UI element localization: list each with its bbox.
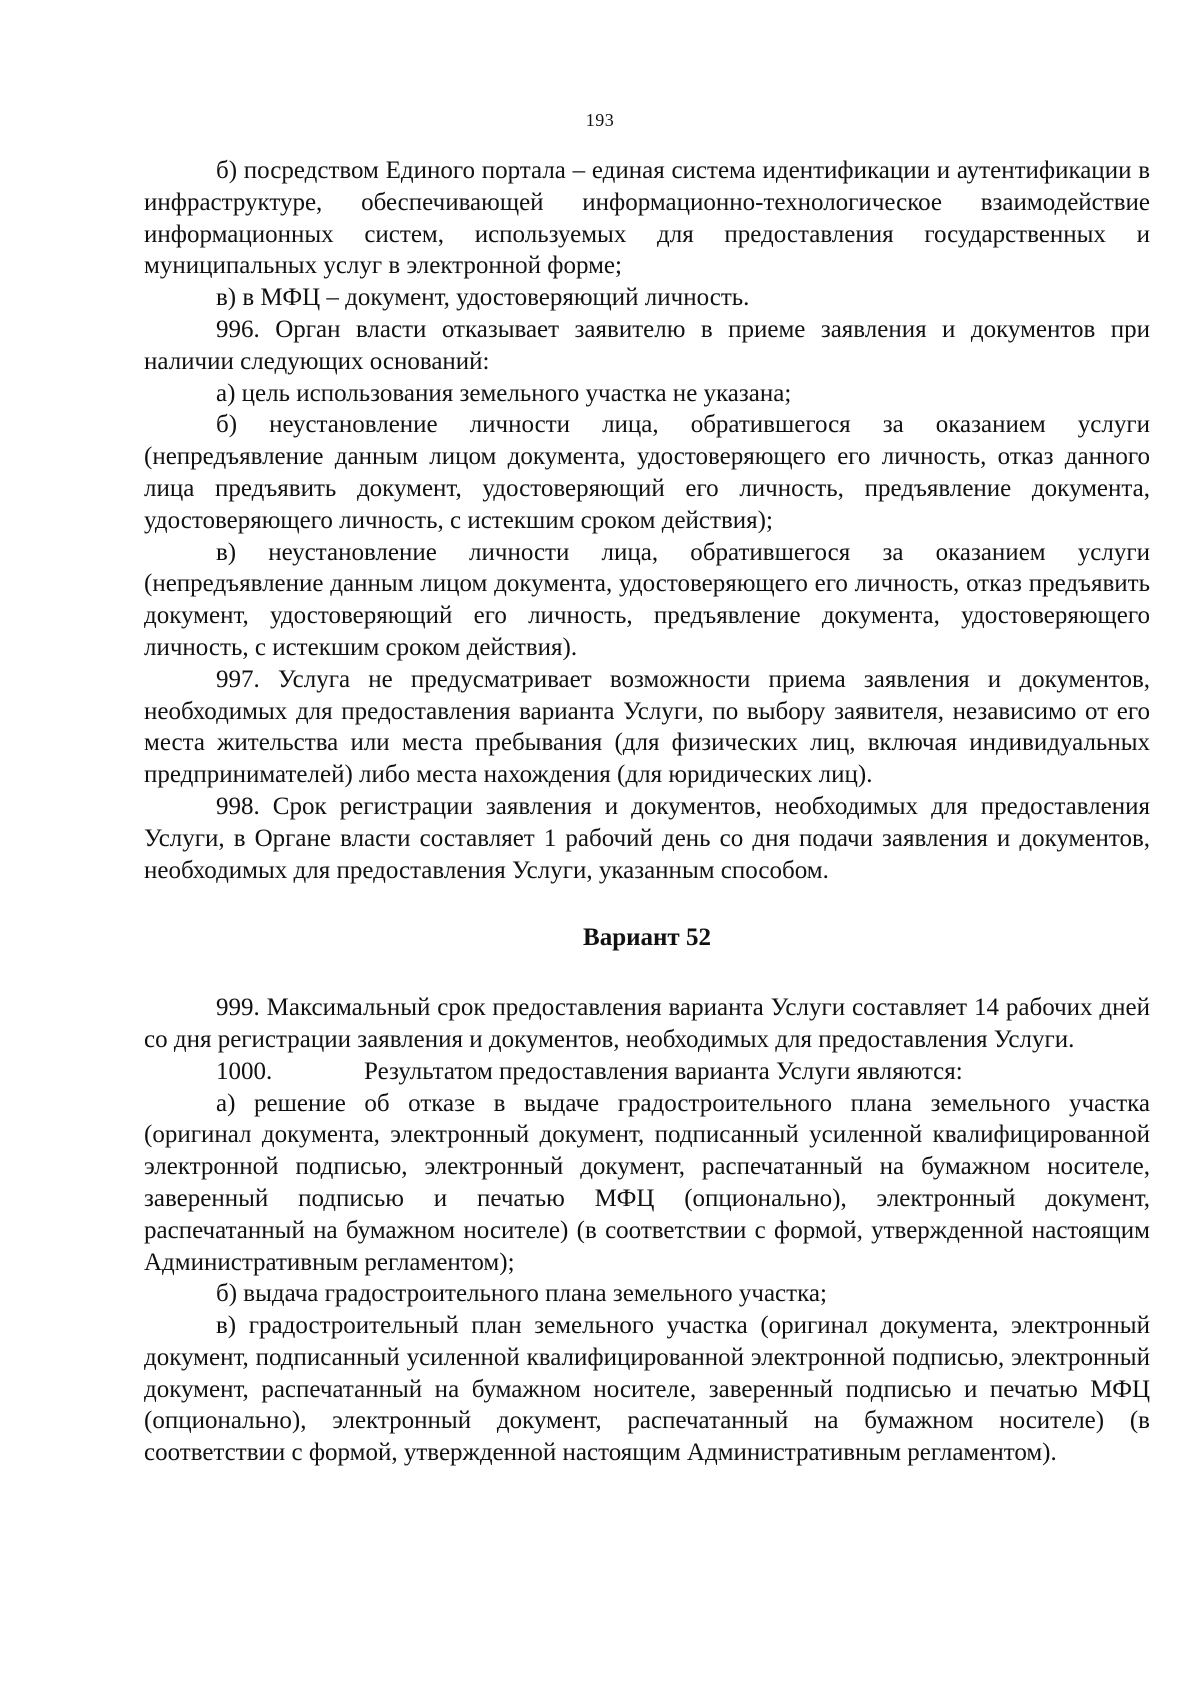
paragraph-1000-number: 1000. (216, 1057, 273, 1085)
paragraph-998: 998. Срок регистрации заявления и документов, необходимых для предоставления Услуги, в Органе власти составляет 1 рабочий день со дня подачи заявления и документов, необходимых для предоставления Услуги, указанным способом. (144, 792, 1150, 884)
paragraph-1000-b: б) выдача градостроительного плана земельного участка; (216, 1280, 827, 1308)
paragraph-996-b: б) неустановление личности лица, обратившегося за оказанием услуги (непредъявление данным лицом документа, удостоверяющего его личность, отказ данного лица предъявить документ, удостоверяющий его личность, предъявление документа, удостоверяющего личность, с истекшим сроком действия); (144, 411, 1150, 534)
paragraph-b-portal: б) посредством Единого портала – единая система идентификации и аутентификации в инфраструктуре, обеспечивающей информационно-технологическое взаимодействие информационных систем, используемых для предоставления государственных и муниципальных услуг в электронной форме; (144, 157, 1150, 280)
paragraph-996-a: а) цель использования земельного участка не указана; (216, 379, 792, 407)
paragraph-1000-text: Результатом предоставления варианта Услуги являются: (364, 1057, 963, 1085)
section-gap (144, 954, 1150, 992)
paragraph-v-mfc: в) в МФЦ – документ, удостоверяющий личность. (216, 284, 750, 312)
paragraph-996: 996. Орган власти отказывает заявителю в приеме заявления и документов при наличии следующих оснований: (144, 315, 1150, 375)
paragraph-997: 997. Услуга не предусматривает возможности приема заявления и документов, необходимых для предоставления варианта Услуги, по выбору заявителя, независимо от его места жительства или места пребывания (для физических лиц, включая индивидуальных предпринимателей) либо места нахождения (для юридических лиц). (144, 665, 1150, 789)
paragraph-999: 999. Максимальный срок предоставления варианта Услуги составляет 14 рабочих дней со дня регистрации заявления и документов, необходимых для предоставления Услуги. (144, 994, 1150, 1053)
paragraph-1000-v: в) градостроительный план земельного участка (оригинал документа, электронный документ, подписанный усиленной квалифицированной электронной подписью, электронный документ, распечатанный на бумажном носителе, заверенный подписью и печатью МФЦ (опционально), электронный документ, распечатанный на бумажном носителе) (в соответствии с формой, утвержденной настоящим Административным регламентом). (144, 1312, 1150, 1467)
section-gap (144, 886, 1150, 922)
paragraph-1000 (144, 1056, 1150, 1088)
page-number: 193 (585, 110, 615, 130)
paragraph-1000-a: а) решение об отказе в выдаче градостроительного плана земельного участка (оригинал документа, электронный документ, подписанный усиленной квалифицированной электронной подписью, электронный документ, распечатанный на бумажном носителе, заверенный подписью и печатью МФЦ (опционально), электронный документ, распечатанный на бумажном носителе) (в соответствии с формой, утвержденной настоящим Административным регламентом); (144, 1089, 1150, 1276)
document-body (144, 155, 1150, 1469)
section-heading: Вариант 52 (583, 924, 711, 952)
paragraph-996-v: в) неустановление личности лица, обратившегося за оказанием услуги (непредъявление данным лицом документа, удостоверяющего его личность, отказ предъявить документ, удостоверяющий его личность, предъявление документа, удостоверяющего личность, с истекшим сроком действия). (144, 538, 1150, 661)
